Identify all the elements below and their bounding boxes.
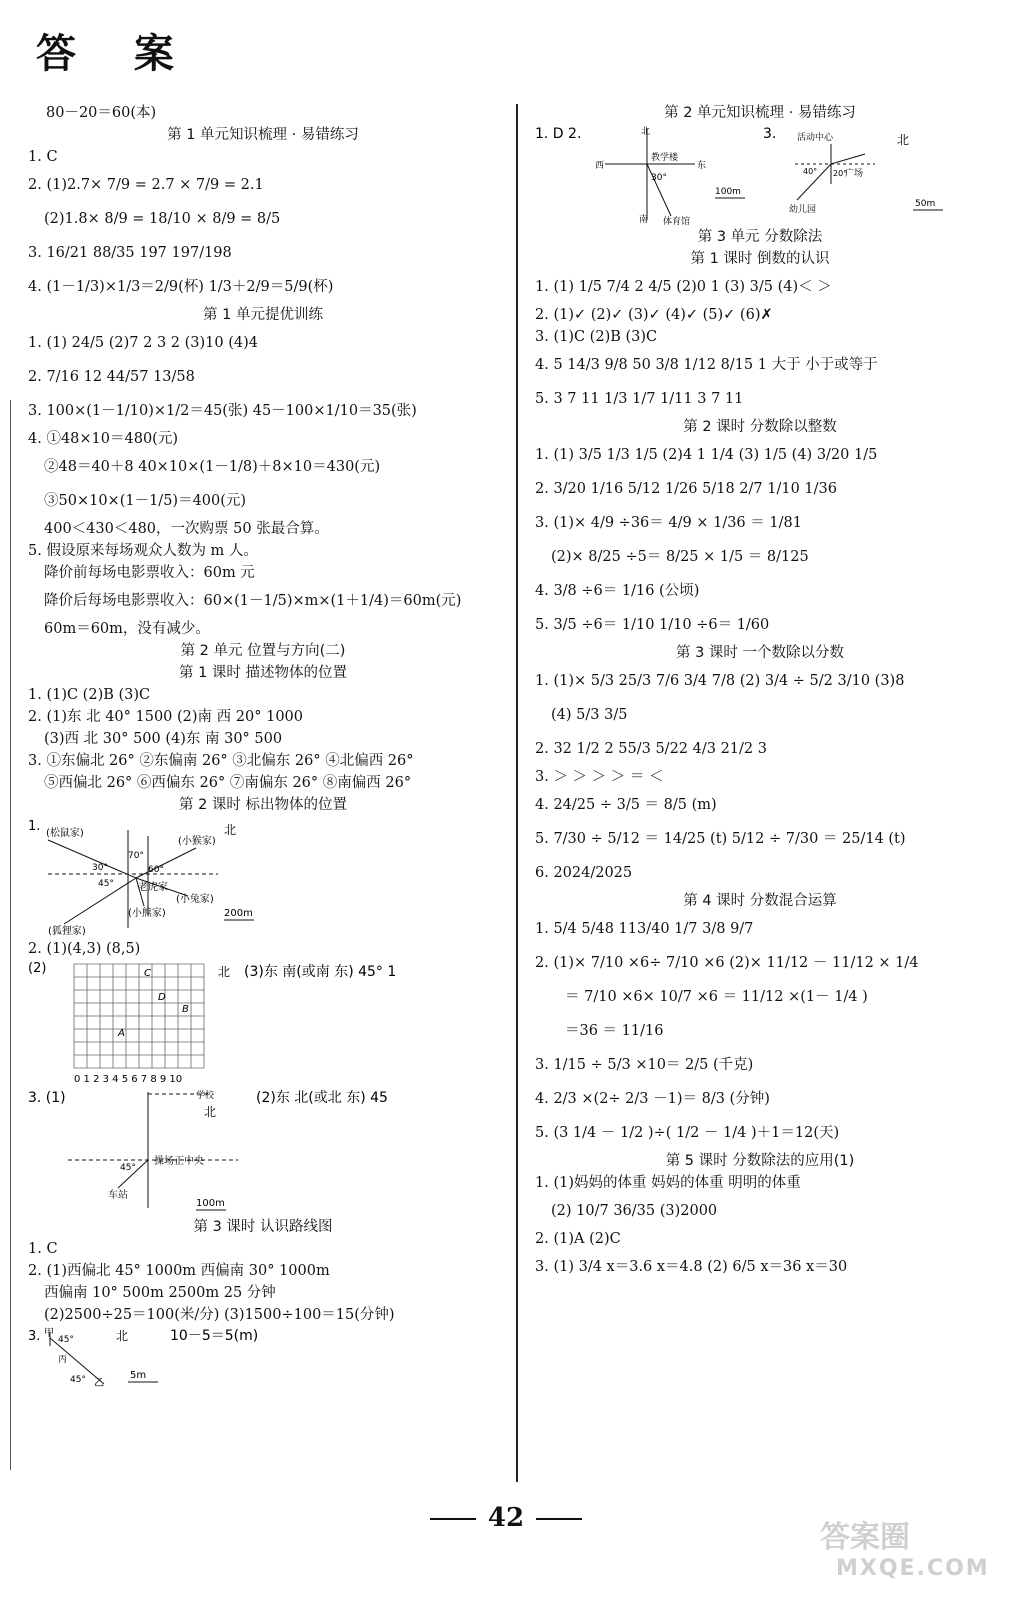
answer-line: 3. ＞ ＞ ＞ ＞ ＝ ＜ bbox=[535, 769, 664, 785]
north-label: 北 bbox=[641, 127, 651, 137]
answer-text: 10－5＝5(m) bbox=[170, 1328, 259, 1344]
section-heading: 第 2 单元知识梳理 · 易错练习 bbox=[664, 105, 856, 121]
answer-line: 4. ①48×10＝480(元) bbox=[28, 431, 178, 447]
place-label: 乙 bbox=[94, 1378, 104, 1389]
question-number: 3. bbox=[763, 126, 777, 142]
answer-line: 5. 3 7 11 1/3 1/7 1/11 3 7 11 bbox=[535, 391, 744, 407]
angle-label: 45° bbox=[98, 879, 114, 889]
answer-line: 3. ①东偏北 26° ②东偏南 26° ③北偏东 26° ④北偏西 26° bbox=[28, 753, 414, 769]
east-label: 东 bbox=[697, 161, 707, 171]
position-diagram-svg bbox=[535, 124, 985, 226]
answer-line: (2)× 8/25 ÷5＝ 8/25 × 1/5 ＝ 8/125 bbox=[551, 549, 809, 565]
point-label: B bbox=[182, 1004, 189, 1015]
place-label: 甲 bbox=[44, 1328, 54, 1339]
answer-line: 2. (1)✓ (2)✓ (3)✓ (4)✓ (5)✓ (6)✗ bbox=[535, 307, 773, 323]
answer-line: 60m＝60m，没有减少。 bbox=[44, 621, 210, 637]
place-label: 车站 bbox=[108, 1190, 128, 1201]
point-label: C bbox=[144, 968, 151, 979]
lesson-heading: 第 4 课时 分数混合运算 bbox=[683, 893, 837, 909]
north-label: 北 bbox=[204, 1105, 217, 1119]
answer-line: 2. (1)(4,3) (8,5) bbox=[28, 941, 141, 957]
answer-line: 2. (1)东 北 40° 1500 (2)南 西 20° 1000 bbox=[28, 709, 303, 725]
question-number: (2) bbox=[28, 961, 47, 976]
answer-line: 5. 3/5 ÷6＝ 1/10 1/10 ÷6＝ 1/60 bbox=[535, 617, 770, 633]
page-title: 答 案 bbox=[36, 31, 196, 77]
answer-line: 80－20＝60(本) bbox=[46, 105, 157, 121]
answer-line: 2. 32 1/2 2 55/3 5/22 4/3 21/2 3 bbox=[535, 741, 767, 757]
angle-label: 45° bbox=[120, 1163, 136, 1173]
section-heading: 第 1 单元提优训练 bbox=[203, 307, 323, 323]
answer-line: 1. (1)C (2)B (3)C bbox=[28, 687, 151, 703]
north-label: 北 bbox=[897, 133, 910, 147]
angle-label: 30° bbox=[651, 173, 667, 183]
place-label: 老虎家 bbox=[138, 882, 168, 893]
position-diagram-right bbox=[535, 124, 985, 226]
answer-line: 西偏南 10° 500m 2500m 25 分钟 bbox=[44, 1285, 276, 1301]
direction-line bbox=[831, 154, 865, 164]
answer-line: 1. C bbox=[28, 149, 58, 165]
place-label: 教学楼 bbox=[651, 153, 679, 163]
answer-line: (2) 10/7 36/35 (3)2000 bbox=[551, 1203, 718, 1219]
answer-line: 3. 100×(1－1/10)×1/2＝45(张) 45－100×1/10＝35(张) bbox=[28, 403, 417, 419]
lesson-heading: 第 3 课时 认识路线图 bbox=[193, 1219, 333, 1235]
answer-line: 降价后每场电影票收入：60×(1－1/5)×m×(1＋1/4)＝60m(元) bbox=[44, 593, 462, 609]
answer-line: 400＜430＜480，一次购票 50 张最合算。 bbox=[44, 521, 329, 537]
scale-label: 200m bbox=[224, 908, 253, 919]
answer-line: 1. (1) 24/5 (2)7 2 3 2 (3)10 (4)4 bbox=[28, 335, 259, 351]
answer-line: 4. 2/3 ×(2÷ 2/3 －1)＝ 8/3 (分钟) bbox=[535, 1091, 770, 1107]
question-number: 3. (1) bbox=[28, 1090, 66, 1106]
answer-line: ③50×10×(1－1/5)＝400(元) bbox=[44, 493, 247, 509]
answer-line: 3. (1)C (2)B (3)C bbox=[535, 329, 658, 345]
angle-label: 20° bbox=[833, 169, 848, 178]
answer-line: 4. (1－1/3)×1/3＝2/9(杯) 1/3＋2/9＝5/9(杯) bbox=[28, 279, 334, 295]
column-divider bbox=[516, 104, 518, 1482]
position-diagram-1 bbox=[28, 816, 498, 938]
answer-line: 5. 假设原来每场观众人数为 m 人。 bbox=[28, 543, 258, 559]
place-label: 活动中心 bbox=[797, 133, 834, 143]
route-svg bbox=[28, 1326, 498, 1390]
unit-heading: 第 3 单元 分数除法 bbox=[697, 229, 823, 245]
south-label: 南 bbox=[639, 215, 649, 225]
axis-labels: 0 1 2 3 4 5 6 7 8 9 10 bbox=[74, 1074, 183, 1085]
grid-figure bbox=[28, 960, 498, 1088]
answer-line: 4. 3/8 ÷6＝ 1/16 (公顷) bbox=[535, 583, 700, 599]
angle-label: 30° bbox=[92, 863, 108, 873]
place-label: (小兔家) bbox=[176, 894, 214, 905]
angle-label: 60° bbox=[148, 865, 164, 875]
north-label: 北 bbox=[116, 1329, 129, 1343]
answer-line: 2. 7/16 12 44/57 13/58 bbox=[28, 369, 195, 385]
answer-line: (4) 5/3 3/5 bbox=[551, 707, 628, 723]
answer-line: 1. (1) 1/5 7/4 2 4/5 (2)0 1 (3) 3/5 (4)＜ ＞ bbox=[535, 279, 832, 295]
answer-line: 3. (1)× 4/9 ÷36＝ 4/9 × 1/36 ＝ 1/81 bbox=[535, 515, 802, 531]
answer-line: (3)西 北 30° 500 (4)东 南 30° 500 bbox=[44, 731, 283, 747]
north-label: 北 bbox=[224, 823, 237, 837]
scale-label: 50m bbox=[915, 199, 936, 209]
scale-label: 5m bbox=[130, 1370, 147, 1381]
answer-text: (3)东 南(或南 东) 45° 1 bbox=[244, 964, 397, 980]
answer-line: ⑤西偏北 26° ⑥西偏东 26° ⑦南偏东 26° ⑧南偏西 26° bbox=[44, 775, 412, 791]
answer-line: 2. 3/20 1/16 5/12 1/26 5/18 2/7 1/10 1/36 bbox=[535, 481, 837, 497]
place-label: (松鼠家) bbox=[46, 828, 84, 839]
place-label: 丙 bbox=[58, 1355, 68, 1365]
dash-left bbox=[430, 1518, 476, 1520]
route-diagram bbox=[28, 1326, 498, 1390]
answer-line: 1. (1)× 5/3 25/3 7/6 3/4 7/8 (2) 3/4 ÷ 5/2 3/10 (3)8 bbox=[535, 673, 905, 689]
place-label: (小熊家) bbox=[128, 908, 166, 919]
margin-line bbox=[10, 400, 11, 1470]
question-number: 1. bbox=[28, 819, 41, 834]
west-label: 西 bbox=[595, 161, 605, 171]
answer-line: 4. 5 14/3 9/8 50 3/8 1/12 8/15 1 大于 小于或等于 bbox=[535, 357, 878, 373]
angle-label: 70° bbox=[128, 851, 144, 861]
angle-label: 40° bbox=[803, 167, 818, 176]
angle-label: 45° bbox=[58, 1335, 74, 1345]
watermark-url: MXQE.COM bbox=[836, 1556, 990, 1581]
page-number-text: 42 bbox=[487, 1503, 525, 1533]
place-label: (狐狸家) bbox=[48, 926, 86, 937]
left-column bbox=[28, 102, 498, 1390]
place-label: 幼儿园 bbox=[789, 205, 817, 215]
answer-line: 2. (1)A (2)C bbox=[535, 1231, 621, 1247]
answer-line: 3. 16/21 88/35 197 197/198 bbox=[28, 245, 232, 261]
lesson-heading: 第 2 课时 标出物体的位置 bbox=[178, 797, 348, 813]
lesson-heading: 第 2 课时 分数除以整数 bbox=[683, 419, 837, 435]
answer-line: 3. 1/15 ÷ 5/3 ×10＝ 2/5 (千克) bbox=[535, 1057, 754, 1073]
watermark-logo: 答案圈 bbox=[820, 1520, 910, 1555]
direction-line bbox=[647, 164, 671, 216]
direction-line bbox=[136, 848, 196, 878]
answer-line: 降价前每场电影票收入：60m 元 bbox=[44, 565, 255, 581]
position-diagram-svg bbox=[28, 1088, 498, 1216]
section-heading: 第 1 单元知识梳理 · 易错练习 bbox=[167, 127, 359, 143]
place-label: 广场 bbox=[845, 169, 864, 179]
lesson-heading: 第 3 课时 一个数除以分数 bbox=[675, 645, 845, 661]
answer-line: 5. (3 1/4 － 1/2 )÷( 1/2 － 1/4 )＋1＝12(天) bbox=[535, 1125, 840, 1141]
answer-line: 2. (1)2.7× 7/9 = 2.7 × 7/9 = 2.1 bbox=[28, 177, 264, 193]
answer-line: 4. 24/25 ÷ 3/5 ＝ 8/5 (m) bbox=[535, 797, 717, 813]
answer-line: 3. (1) 3/4 x＝3.6 x＝4.8 (2) 6/5 x＝36 x＝30 bbox=[535, 1259, 848, 1275]
answer-line: 1. (1)妈妈的体重 妈妈的体重 明明的体重 bbox=[535, 1175, 801, 1191]
lesson-heading: 第 5 课时 分数除法的应用(1) bbox=[665, 1153, 855, 1169]
answer-line: (2)2500÷25＝100(米/分) (3)1500÷100＝15(分钟) bbox=[44, 1307, 395, 1323]
unit-heading: 第 2 单元 位置与方向(二) bbox=[180, 643, 346, 659]
grid-svg bbox=[28, 960, 498, 1088]
dash-right bbox=[536, 1518, 582, 1520]
answer-line: 1. (1) 3/5 1/3 1/5 (2)4 1 1/4 (3) 1/5 (4) 3/20 1/5 bbox=[535, 447, 878, 463]
answer-line: (2)1.8× 8/9 = 18/10 × 8/9 = 8/5 bbox=[44, 211, 281, 227]
answer-line: ＝36 ＝ 11/16 bbox=[565, 1023, 664, 1039]
lesson-heading: 第 1 课时 倒数的认识 bbox=[690, 251, 830, 267]
point-label: D bbox=[158, 992, 166, 1003]
point-label: A bbox=[118, 1028, 125, 1039]
scale-label: 100m bbox=[196, 1198, 225, 1209]
answer-line: 1. C bbox=[28, 1241, 58, 1257]
question-number: 1. D 2. bbox=[535, 126, 582, 142]
scale-label: 100m bbox=[715, 187, 741, 197]
answer-line: 2. (1)西偏北 45° 1000m 西偏南 30° 1000m bbox=[28, 1263, 330, 1279]
answer-line: 6. 2024/2025 bbox=[535, 865, 633, 881]
place-label: 学校 bbox=[196, 1091, 215, 1101]
answer-line: ＝ 7/10 ×6× 10/7 ×6 ＝ 11/12 ×(1－ 1/4 ) bbox=[565, 989, 868, 1005]
place-label: 操场正中央 bbox=[154, 1156, 204, 1167]
place-label: 体育馆 bbox=[663, 217, 691, 226]
lesson-heading: 第 1 课时 描述物体的位置 bbox=[178, 665, 348, 681]
answer-line: ②48＝40＋8 40×10×(1－1/8)＋8×10＝430(元) bbox=[44, 459, 381, 475]
question-number: 3. bbox=[28, 1329, 41, 1344]
answer-text: (2)东 北(或北 东) 45 bbox=[256, 1090, 388, 1106]
position-diagram-3 bbox=[28, 1088, 498, 1216]
place-label: (小猴家) bbox=[178, 836, 216, 847]
position-diagram-svg bbox=[28, 816, 498, 938]
right-column bbox=[535, 102, 985, 1284]
answer-line: 1. 5/4 5/48 113/40 1/7 3/8 9/7 bbox=[535, 921, 754, 937]
answer-line: 5. 7/30 ÷ 5/12 ＝ 14/25 (t) 5/12 ÷ 7/30 ＝ 25/14 (t) bbox=[535, 831, 906, 847]
answer-line: 2. (1)× 7/10 ×6÷ 7/10 ×6 (2)× 11/12 － 11/12 × 1/4 bbox=[535, 955, 919, 971]
angle-label: 45° bbox=[70, 1375, 86, 1385]
north-label: 北 bbox=[218, 965, 231, 979]
